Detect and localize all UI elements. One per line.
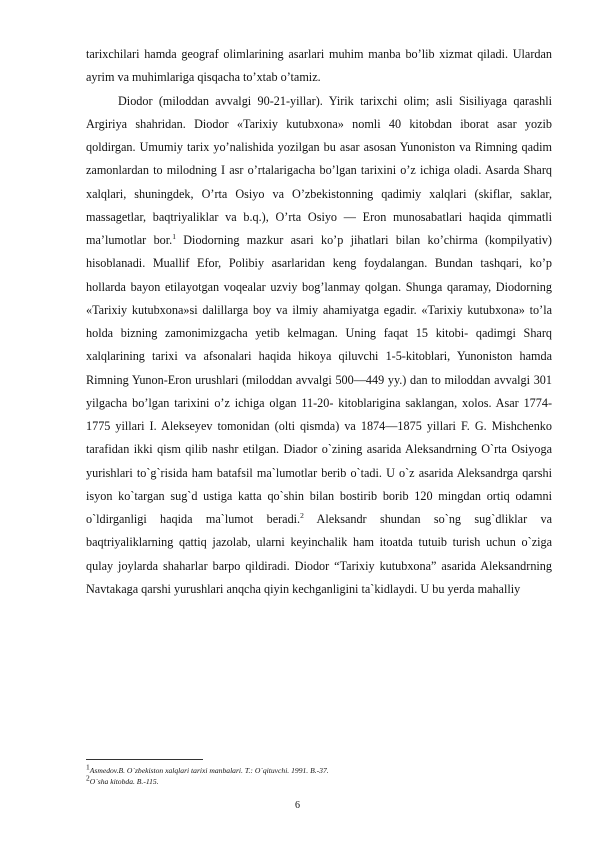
footnote-number: 1 [86, 762, 90, 772]
footnote-text: O`sha kitobda. B.-115. [89, 776, 159, 786]
paragraph-diodor-part2: Diodorning mazkur asari ko’p jihatlari bilan ko’chirma (kompilyativ) hisoblanadi. Muallif Efor, Polibiy asarlaridan keng foydalangan. Bundan tashqari, ko’p hollarda bayon etilayotgan voqealar uzviy bog’lanmay qolgan. Shunga qaramay, Diodorning «Tarixiy kutubxona»si dalillarga boy va ilmiy ahamiyatga egadir. «Tarixiy kutubxona» to’la holda bizning zamonimizgacha yetib kelmagan. Uning faqat 15 kitobi- qadimgi Sharq xalqlarining tarixi va afsonalari haqida hikoya qiluvchi 1-5-kitoblari, Yunoniston hamda Rimning Yunon-Eron urushlari (miloddan avvalgi 500—449 yy.) dan to miloddan avvalgi 301 yilgacha bo’lgan tarixini o’z ichiga olgan 11-20- kitoblarigina saklangan, xolos. Asar 1774-1775 yillari I. Alekseyev tomonidan (olti qismda) va 1874—1875 yillari F. G. Mishchenko tarafidan ikki qism qilib nashr etilgan. Diador o`zining asarida Aleksandrning O`rta Osiyoga yurishlari to`g`risida ham batafsil ma`lumotlar berib o`tadi. U o`z asarida Aleksandrga qarshi isyon ko`targan sug`d ustiga katta qo`shin bilan bostirib borib 120 mingdan ortiq odamni o`ldirganligi haqida ma`lumot beradi. [86, 233, 552, 526]
footnote-2 [86, 772, 552, 788]
footnote-ref-1[interactable]: 1 [172, 231, 176, 241]
page-number: 6 [295, 800, 300, 811]
paragraph-diodor [86, 90, 552, 602]
body-text [86, 43, 552, 601]
footnote-divider [86, 759, 203, 760]
paragraph-diodor-part3: Aleksandr shundan so`ng sug`dliklar va baqtriyaliklarning qattiq jazolab, ularni keyinchalik ham itoatda tutuib turish uchun o`ziga qulay joylarda shaharlar barpo qildiradi. Diodor “Tarixiy kutubxona” asarida Aleksandrning Navtakaga qarshi yurushlari anqcha qiyin kechganligini ta`kidlaydi. U bu yerda mahalliy [86, 512, 552, 596]
footnote-text: Asmedov.B. O`zbekiston xalqlari tarixi manbalari. T.: O`qituvchi. 1991. B.-37. [89, 766, 329, 775]
paragraph-diodor-part1: Diodor (miloddan avvalgi 90-21-yillar). Yirik tarixchi olim; asli Sisiliyaga qarashli Argiriya shahridan. Diodor «Tarixiy kutubxona» nomli 40 kitobdan iborat asar yozib qoldirgan. Umumiy tarix yo’nalishida yozilgan bu asar asosan Yunoniston va Rimning qadim zamonlardan to milodning I asr o’rtalarigacha bo’lgan tarixini o’z ichiga oladi. Asarda Sharq xalqlari, shuningdek, O’rta Osiyo va O’zbekistonning qadimiy xalqlari (skiflar, saklar, massagetlar, baqtriyaliklar va b.q.), O’rta Osiyo — Eron munosabatlari haqida qimmatli ma’lumotlar bor. [86, 93, 552, 247]
footnote-ref-2[interactable]: 2 [300, 510, 304, 520]
footnote-1 [86, 762, 552, 777]
paragraph-intro: tarixchilari hamda geograf olimlarining asarlari muhim manba bo’lib xizmat qiladi. Ulardan ayrim va muhimlariga qisqacha to’xtab o’tamiz. [86, 47, 552, 85]
footnote-number: 2 [86, 772, 90, 782]
footnotes [86, 762, 552, 787]
